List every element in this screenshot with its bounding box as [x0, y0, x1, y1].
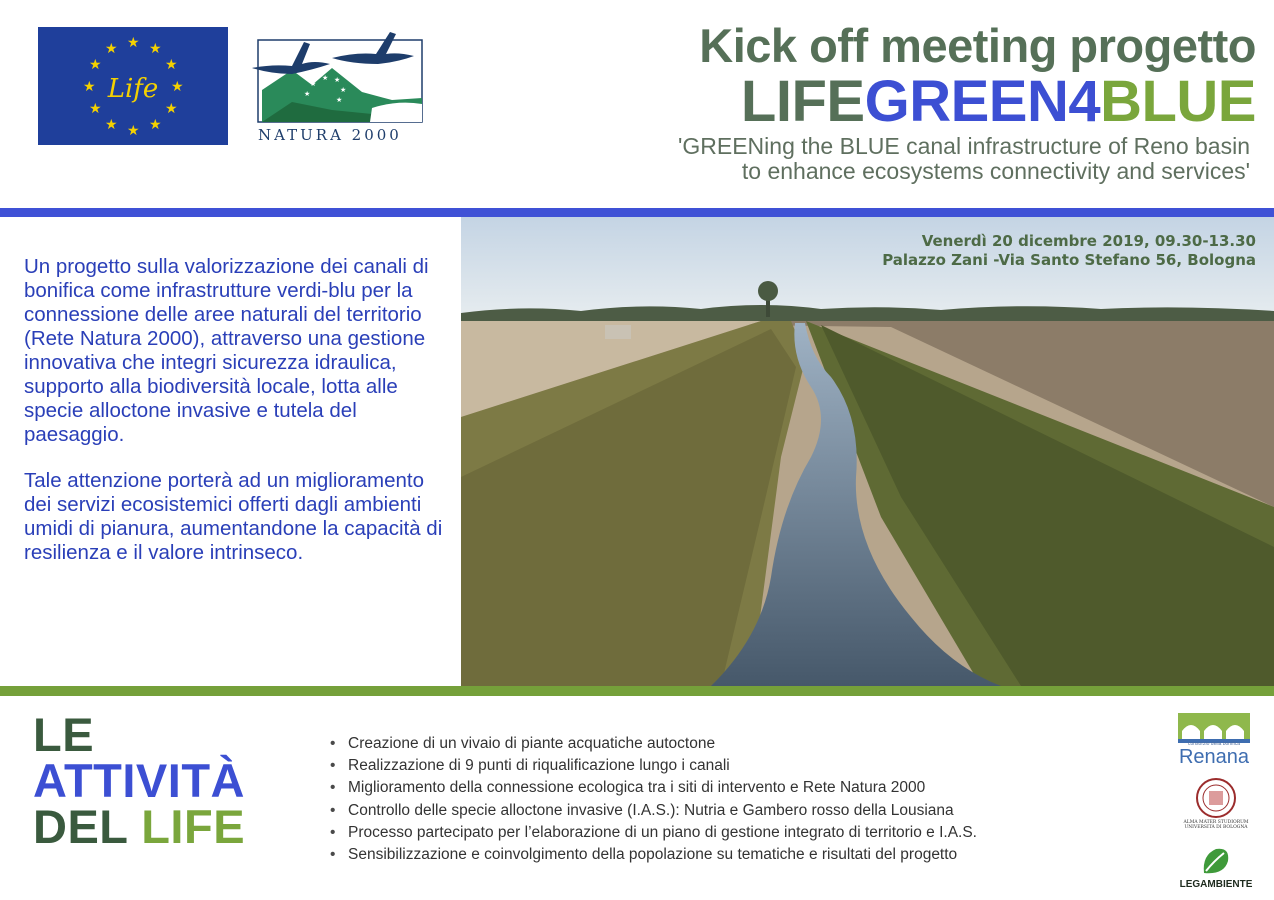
- svg-text:★: ★: [83, 79, 96, 95]
- eu-stars-icon: [38, 27, 228, 145]
- event-details: [882, 232, 1256, 270]
- unibo-seal-icon: [1196, 778, 1236, 818]
- title-life: LIFE: [740, 69, 865, 134]
- canal-landscape-image: [461, 217, 1274, 686]
- canal-photo: [461, 217, 1274, 686]
- title-green4: GREEN4: [864, 69, 1101, 134]
- svg-text:★: ★: [149, 117, 162, 133]
- svg-text:★: ★: [322, 74, 329, 82]
- legambiente-leaf-icon: [1200, 845, 1232, 877]
- svg-text:★: ★: [127, 35, 140, 51]
- project-description: [24, 255, 444, 587]
- subtitle-line1: 'GREENing the BLUE canal infrastructure of Reno basin: [677, 133, 1250, 159]
- legambiente-name: LEGAMBIENTE: [1179, 879, 1253, 890]
- natura-2000-birds-icon: [252, 30, 427, 125]
- heading-line2: ATTIVITÀ: [33, 754, 245, 807]
- activity-item: • Sensibilizzazione e coinvolgimento della popolazione su tematiche e risultati del progetto: [330, 844, 977, 866]
- unibo-line1: ALMA MATER STUDIORUM: [1183, 820, 1249, 825]
- title-line1: Kick off meeting progetto: [699, 19, 1256, 72]
- svg-text:★: ★: [340, 86, 347, 94]
- unibo-label: [1170, 820, 1262, 830]
- activities-heading: [33, 708, 246, 853]
- svg-text:★: ★: [105, 117, 118, 133]
- heading-line1: LE: [33, 708, 95, 761]
- natura-2000-label: NATURA 2000: [258, 126, 402, 144]
- svg-text:★: ★: [149, 41, 162, 57]
- svg-text:Life: Life: [107, 74, 159, 104]
- activity-item: • Controllo delle specie alloctone invasive (I.A.S.): Nutria e Gambero rosso della Lousiana: [330, 800, 977, 822]
- description-paragraph-2: Tale attenzione porterà ad un miglioramento dei servizi ecosistemici offerti dagli ambienti umidi di pianura, aumentandone la capacità di resilienza e il valore intrinseco.: [24, 469, 443, 564]
- activity-item: • Processo partecipato per l’elaborazione di un piano di gestione integrato di territorio e I.A.S.: [330, 822, 977, 844]
- heading-line3-del: DEL: [33, 800, 142, 853]
- project-title: [741, 68, 1256, 135]
- event-date-time: Venerdì 20 dicembre 2019, 09.30-13.30: [921, 232, 1256, 250]
- svg-text:★: ★: [165, 101, 178, 117]
- svg-text:★: ★: [89, 101, 102, 117]
- svg-text:★: ★: [310, 80, 317, 88]
- heading-line3: [33, 800, 246, 853]
- activity-item: • Realizzazione di 9 punti di riqualificazione lungo i canali: [330, 755, 977, 777]
- svg-text:★: ★: [165, 57, 178, 73]
- unibo-line2: UNIVERSITÀ DI BOLOGNA: [1184, 825, 1248, 830]
- svg-text:★: ★: [336, 96, 343, 104]
- project-subtitle: [550, 134, 1250, 184]
- description-paragraph-1: Un progetto sulla valorizzazione dei canali di bonifica come infrastrutture verdi-blu per la connessione delle aree naturali del territorio (Rete Natura 2000), attraverso una gestione innovativa che integri sicurezza idraulica, supporto alla biodiversità locale, lotta alle specie alloctone invasive e tutela del paesaggio.: [24, 255, 429, 446]
- blue-divider: [0, 208, 1274, 217]
- subtitle-line2: to enhance ecosystems connectivity and services': [741, 158, 1250, 184]
- svg-text:★: ★: [171, 79, 184, 95]
- heading-line3-life: LIFE: [141, 800, 246, 853]
- activity-item: • Creazione di un vivaio di piante acquatiche autoctone: [330, 733, 977, 755]
- svg-text:★: ★: [304, 90, 311, 98]
- renana-subtitle: consorzio della bonifica: [1188, 741, 1240, 747]
- svg-text:★: ★: [127, 123, 140, 139]
- activity-item: • Miglioramento della connessione ecologica tra i siti di intervento e Rete Natura 2000: [330, 777, 977, 799]
- activities-list: [330, 733, 977, 866]
- svg-text:★: ★: [334, 76, 341, 84]
- eu-life-logo: [38, 27, 228, 145]
- green-divider: [0, 686, 1274, 696]
- event-venue: Palazzo Zani -Via Santo Stefano 56, Bologna: [882, 251, 1256, 269]
- svg-text:★: ★: [89, 57, 102, 73]
- renana-name: Renana: [1178, 746, 1250, 768]
- title-blue: BLUE: [1100, 69, 1256, 134]
- svg-text:★: ★: [105, 41, 118, 57]
